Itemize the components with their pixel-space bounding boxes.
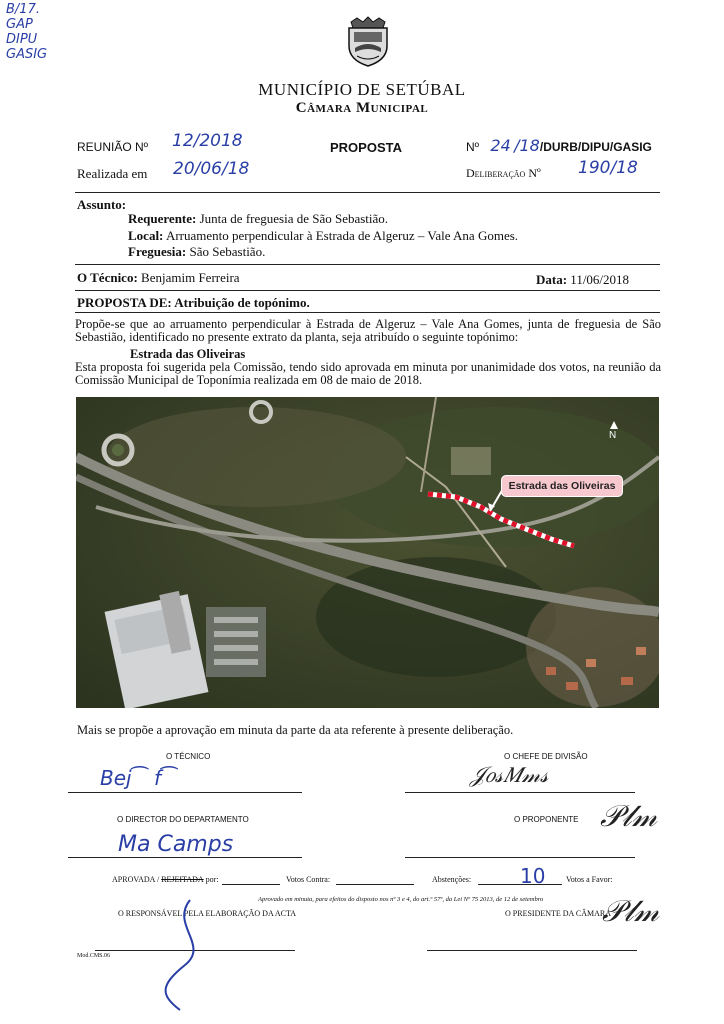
data-value: 11/06/2018 xyxy=(570,272,630,287)
signature-line xyxy=(68,857,302,858)
aprovada-label: APROVADA / xyxy=(112,875,160,884)
data-label: Data: xyxy=(536,272,568,287)
vote-row xyxy=(112,875,219,884)
corner-note-line: GASIG xyxy=(6,47,48,62)
corner-note-line: GAP xyxy=(6,17,33,32)
corner-note-line: DIPU xyxy=(6,32,38,47)
north-label: N xyxy=(609,430,617,441)
map-callout: Estrada das Oliveiras xyxy=(501,475,623,497)
vote-line xyxy=(222,884,280,885)
aerial-map xyxy=(76,397,659,708)
presidente-sig-label: O PRESIDENTE DA CÂMARA xyxy=(505,909,612,918)
council-title: Câmara Municipal xyxy=(295,100,429,116)
municipality-title: MUNICÍPIO DE SETÚBAL xyxy=(258,80,466,99)
freguesia-value: São Sebastião. xyxy=(189,244,266,259)
reuniao-label: REUNIÃO Nº xyxy=(77,140,149,154)
divider xyxy=(75,312,660,313)
footer-code: Mod.CMS.06 xyxy=(77,953,111,959)
proposta-title-value: Atribuição de topónimo. xyxy=(174,295,310,310)
favor-label: Votos a Favor: xyxy=(566,875,613,884)
realizada-label: Realizada em xyxy=(77,166,148,181)
requerente-row xyxy=(128,211,388,227)
signature-line xyxy=(68,792,302,793)
director-signature: Ma Camps xyxy=(118,832,234,857)
signature-line xyxy=(405,792,635,793)
divider xyxy=(75,290,660,291)
tecnico-value: Benjamim Ferreira xyxy=(141,270,240,285)
requerente-label: Requerente: xyxy=(128,211,197,226)
chefe-signature: 𝒥𝑜𝓈𝑀𝓂𝓈 xyxy=(470,762,549,787)
realizada-value: 20/06/18 xyxy=(173,159,250,179)
ink-stroke xyxy=(150,895,230,1015)
num-label: Nº xyxy=(466,140,480,154)
rejeitada-label: REJEITADA xyxy=(161,875,204,884)
aerial-map-image xyxy=(76,397,659,708)
divider xyxy=(75,264,660,265)
vote-line xyxy=(336,884,414,885)
contra-label: Votos Contra: xyxy=(286,875,331,884)
num-value: 24 xyxy=(490,136,511,155)
tecnico-signature: Bej⁀ f⁀ xyxy=(100,766,178,790)
proponente-signature: 𝒫𝓁𝓂 xyxy=(600,800,658,833)
signature-line xyxy=(427,950,637,951)
proposta-title xyxy=(77,295,310,311)
proposta-title-label: PROPOSTA DE: xyxy=(77,295,172,310)
coat-of-arms-icon xyxy=(343,16,393,68)
requerente-value: Junta de freguesia de São Sebastião. xyxy=(199,211,389,226)
num-suffix: /DURB/DIPU/GASIG xyxy=(539,140,652,154)
proposta-number-row xyxy=(466,136,652,155)
responsavel-sig-label: O RESPONSÁVEL PELA ELABORAÇÃO DA ACTA xyxy=(118,909,296,918)
deliberacao-label: Deliberação Nº xyxy=(466,166,541,180)
legal-note: Aprovado em minuta, para efeitos do disposto nos nº 3 e 4, do art.º 57º, da Lei Nº 75 2013, de 12 de setembro xyxy=(258,896,544,903)
proposta-label: PROPOSTA xyxy=(330,140,402,155)
closing-text: Mais se propõe a aprovação em minuta da parte da ata referente à presente deliberação. xyxy=(77,723,514,737)
local-label: Local: xyxy=(128,228,164,243)
por-label: por: xyxy=(205,875,219,884)
chefe-sig-label: O CHEFE DE DIVISÃO xyxy=(504,752,588,761)
freguesia-label: Freguesia: xyxy=(128,244,187,259)
tecnico-sig-label: O TÉCNICO xyxy=(166,752,211,761)
corner-note xyxy=(6,2,47,62)
num-year: /18 xyxy=(514,136,540,155)
freguesia-row xyxy=(128,244,265,260)
deliberacao-value: 190/18 xyxy=(578,158,638,178)
divider xyxy=(75,192,660,193)
favor-value: 10 xyxy=(520,864,546,888)
presidente-signature: 𝒫𝓁𝓂 xyxy=(602,895,660,928)
reuniao-value: 12/2018 xyxy=(172,131,243,151)
proposta-paragraph-1: Propõe-se que ao arruamento perpendicular à Estrada de Algeruz – Vale Ana Gomes, junta de freguesia de São Sebastião, identificado no presente extrato da planta, seja atribuído o seguinte topónimo: xyxy=(75,317,661,344)
assunto-label: Assunto: xyxy=(77,197,127,212)
proponente-sig-label: O PROPONENTE xyxy=(514,815,579,824)
data-row xyxy=(536,272,629,288)
tecnico-label: O Técnico: xyxy=(77,270,138,285)
abstencoes-label: Abstenções: xyxy=(432,875,472,884)
toponimo: Estrada das Oliveiras xyxy=(130,347,246,361)
corner-note-line: B/17. xyxy=(6,2,40,17)
local-value: Arruamento perpendicular à Estrada de Algeruz – Vale Ana Gomes. xyxy=(165,228,519,243)
local-row xyxy=(128,228,518,244)
signature-line xyxy=(405,857,635,858)
director-sig-label: O DIRECTOR DO DEPARTAMENTO xyxy=(117,815,249,824)
proposta-paragraph-2: Esta proposta foi sugerida pela Comissão, tendo sido aprovada em minuta por unanimidade dos votos, na reunião da Comissão Municipal de Toponímia realizada em 08 de maio de 2018. xyxy=(75,360,661,387)
tecnico-row xyxy=(77,270,240,286)
